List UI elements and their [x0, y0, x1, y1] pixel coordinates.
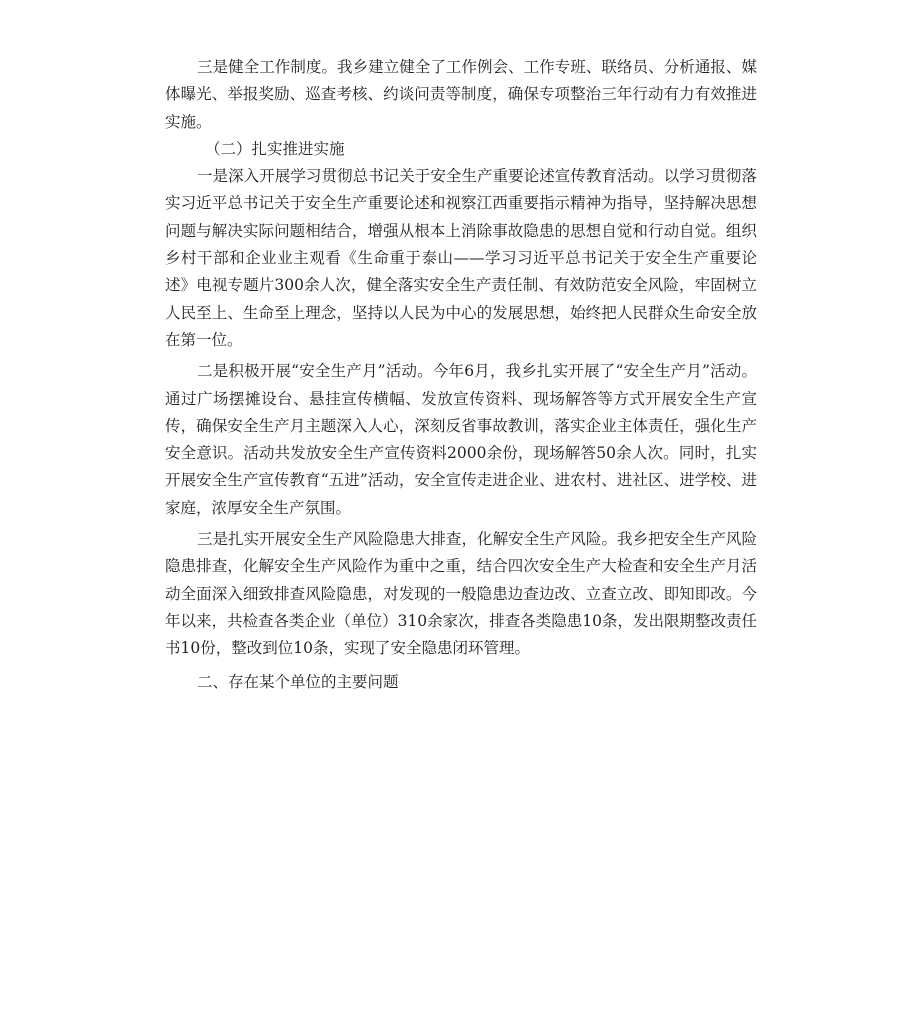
section-heading-main-problems: 二、存在某个单位的主要问题: [197, 672, 399, 691]
paragraph-study-campaign: 一是深入开展学习贯彻总书记关于安全生产重要论述宣传教育活动。以学习贯彻落实习近平总书记关于安全生产重要论述和视察江西重要指示精神为指导，坚持解决思想问题与解决实际问题相结合，增强从根本上消除事故隐患的思想自觉和行动自觉。组织乡村干部和企业业主观看《生命重于泰山——学习习近平总书记关于安全生产重要论述》电视专题片300余人次，健全落实安全生产责任制、有效防范安全风险，牢固树立人民至上、生命至上理念，坚持以人民为中心的发展思想，始终把人民群众生命安全放在第一位。: [165, 167, 757, 349]
paragraph-risk-inspection: 三是扎实开展安全生产风险隐患大排查，化解安全生产风险。我乡把安全生产风险隐患排查，化解安全生产风险作为重中之重，结合四次安全生产大检查和安全生产月活动全面深入细致排查风险隐患，对发现的一般隐患边查边改、立查立改、即知即改。今年以来，共检查各类企业（单位）310余家次，排查各类隐患10条，发出限期整改责任书10份，整改到位10条，实现了安全隐患闭环管理。: [165, 530, 757, 658]
document-body: [165, 54, 757, 696]
paragraph-work-system: 三是健全工作制度。我乡建立健全了工作例会、工作专班、联络员、分析通报、媒体曝光、举报奖励、巡查考核、约谈问责等制度，确保专项整治三年行动有力有效推进实施。: [165, 58, 757, 131]
paragraph-safety-month: 二是积极开展“安全生产月”活动。今年6月，我乡扎实开展了“安全生产月”活动。通过广场摆摊设台、悬挂宣传横幅、发放宣传资料、现场解答等方式开展安全生产宣传，确保安全生产月主题深入人心，深刻反省事故教训，落实企业主体责任，强化生产安全意识。活动共发放安全生产宣传资料2000余份，现场解答50余人次。同时，扎实开展安全生产宣传教育“五进”活动，安全宣传走进企业、进农村、进社区、进学校、进家庭，浓厚安全生产氛围。: [165, 362, 757, 517]
section-heading-implementation: （二）扎实推进实施: [205, 139, 345, 158]
